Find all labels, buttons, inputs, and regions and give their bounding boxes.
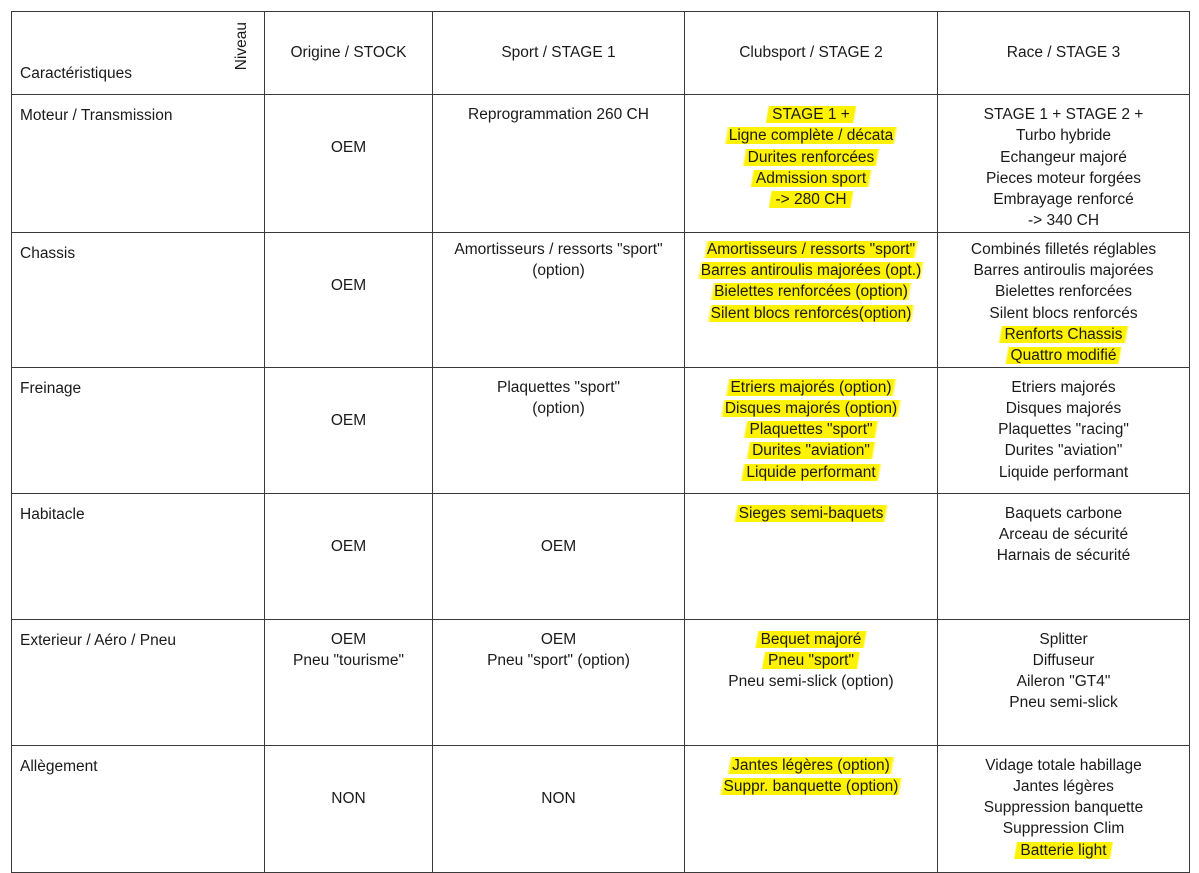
cell-line	[938, 650, 1189, 671]
cell-stock	[265, 745, 433, 872]
cell-line	[938, 398, 1189, 419]
highlighted-text: Sieges semi-baquets	[733, 505, 890, 522]
cell-text: Jantes légères	[1013, 777, 1114, 795]
highlighted-text: Renforts Chassis	[998, 326, 1128, 343]
cell-text: Vidage totale habillage	[985, 756, 1142, 774]
cell-line	[685, 776, 937, 797]
cell-line	[938, 189, 1189, 210]
cell-text: Suppression Clim	[1002, 820, 1125, 838]
cell-line	[685, 419, 937, 440]
row-label: Chassis	[12, 232, 265, 367]
cell-line	[685, 147, 937, 168]
cell-text: Embrayage renforcé	[993, 191, 1134, 209]
highlighted-text: Durites renforcées	[742, 149, 881, 166]
cell-stage3	[938, 745, 1190, 872]
cell-stage2	[685, 493, 938, 619]
cell-text: Liquide performant	[998, 463, 1129, 481]
cell-text: Pneu "tourisme"	[293, 651, 404, 669]
cell-text: Suppression banquette	[983, 799, 1144, 817]
cell-text: Silent blocs renforcés	[989, 304, 1138, 322]
table-body	[12, 95, 1190, 873]
cell-stage2	[685, 619, 938, 745]
cell-line	[938, 419, 1189, 440]
cell-stage3	[938, 619, 1190, 745]
table-row	[12, 95, 1190, 233]
highlighted-text: Pneu "sport"	[762, 652, 860, 669]
header-corner-cell	[12, 12, 265, 95]
table-row	[12, 745, 1190, 872]
cell-line	[938, 125, 1189, 146]
table-row	[12, 232, 1190, 367]
cell-line	[938, 104, 1189, 125]
cell-line	[685, 239, 937, 260]
cell-stock	[265, 95, 433, 233]
highlighted-text: Bequet majoré	[755, 631, 868, 648]
cell-line	[938, 147, 1189, 168]
highlighted-text: -> 280 CH	[769, 191, 852, 208]
cell-text: STAGE 1 + STAGE 2 +	[983, 106, 1144, 123]
cell-line	[265, 275, 432, 296]
highlighted-text: STAGE 1 +	[766, 106, 856, 123]
cell-stock	[265, 493, 433, 619]
column-header-stock: Origine / STOCK	[265, 12, 433, 95]
cell-line	[685, 189, 937, 210]
cell-text: -> 340 CH	[1027, 212, 1100, 230]
cell-line	[685, 104, 937, 125]
cell-text: Arceau de sécurité	[998, 525, 1129, 543]
cell-text: Plaquettes "racing"	[998, 421, 1129, 439]
cell-line	[433, 536, 684, 557]
cell-line	[938, 545, 1189, 566]
cell-line	[265, 629, 432, 650]
cell-line	[938, 840, 1189, 861]
cell-line	[685, 125, 937, 146]
highlighted-text: Admission sport	[750, 170, 872, 187]
column-header-stage1: Sport / STAGE 1	[433, 12, 685, 95]
cell-stage1	[433, 745, 685, 872]
cell-text: OEM	[330, 630, 367, 648]
highlighted-text: Plaquettes "sport"	[743, 421, 878, 438]
cell-stage3	[938, 95, 1190, 233]
cell-text: Pieces moteur forgées	[985, 169, 1142, 187]
row-label: Moteur / Transmission	[12, 95, 265, 233]
cell-line	[685, 377, 937, 398]
cell-stage1	[433, 493, 685, 619]
cell-line	[938, 210, 1189, 231]
cell-line	[938, 818, 1189, 839]
row-label: Freinage	[12, 367, 265, 493]
cell-text: Diffuseur	[1032, 651, 1095, 669]
highlighted-text: Amortisseurs / ressorts "sport"	[701, 241, 921, 258]
cell-text: Baquets carbone	[1004, 504, 1123, 522]
highlighted-text: Liquide performant	[740, 464, 881, 481]
cell-line	[938, 281, 1189, 302]
cell-text: Amortisseurs / ressorts "sport"	[454, 240, 663, 258]
cell-line	[685, 629, 937, 650]
cell-text: (option)	[532, 399, 585, 417]
cell-line	[265, 788, 432, 809]
cell-line	[938, 629, 1189, 650]
comparison-table	[11, 11, 1190, 873]
table-row	[12, 493, 1190, 619]
cell-text: Pneu "sport" (option)	[487, 651, 630, 669]
cell-line	[433, 104, 684, 125]
cell-line	[938, 755, 1189, 776]
cell-stage2	[685, 745, 938, 872]
cell-line	[938, 462, 1189, 483]
characteristics-header-label: Caractéristiques	[20, 64, 132, 82]
cell-stage3	[938, 493, 1190, 619]
cell-line	[938, 168, 1189, 189]
cell-line	[265, 650, 432, 671]
cell-text: Harnais de sécurité	[996, 547, 1131, 565]
cell-stock	[265, 367, 433, 493]
header-row	[12, 12, 1190, 95]
cell-stock	[265, 232, 433, 367]
cell-text: Reprogrammation 260 CH	[468, 106, 649, 123]
cell-line	[938, 776, 1189, 797]
cell-text: Pneu semi-slick (option)	[728, 673, 894, 691]
cell-text: OEM	[330, 276, 367, 294]
cell-line	[938, 377, 1189, 398]
cell-line	[938, 260, 1189, 281]
row-label: Allègement	[12, 745, 265, 872]
cell-text: Aileron "GT4"	[1016, 673, 1111, 691]
cell-line	[685, 281, 937, 302]
cell-line	[938, 671, 1189, 692]
cell-line	[265, 536, 432, 557]
cell-line	[685, 303, 937, 324]
row-label: Exterieur / Aéro / Pneu	[12, 619, 265, 745]
cell-line	[938, 692, 1189, 713]
highlighted-text: Durites "aviation"	[746, 442, 876, 459]
cell-stock	[265, 619, 433, 745]
cell-text: OEM	[540, 537, 577, 555]
cell-text: Combinés filletés réglables	[970, 240, 1157, 258]
highlighted-text: Ligne complète / décata	[723, 127, 900, 144]
cell-line	[685, 671, 937, 692]
highlighted-text: Bielettes renforcées (option)	[708, 283, 914, 300]
cell-line	[685, 168, 937, 189]
highlighted-text: Jantes légères (option)	[726, 757, 896, 774]
cell-line	[938, 440, 1189, 461]
cell-line	[433, 650, 684, 671]
cell-text: Etriers majorés	[1011, 378, 1116, 396]
cell-line	[685, 260, 937, 281]
column-header-stage2: Clubsport / STAGE 2	[685, 12, 938, 95]
cell-text: Barres antiroulis majorées	[973, 262, 1154, 280]
cell-text: Bielettes renforcées	[995, 283, 1132, 301]
cell-stage1	[433, 232, 685, 367]
highlighted-text: Suppr. banquette (option)	[718, 778, 905, 795]
cell-line	[433, 629, 684, 650]
cell-line	[938, 524, 1189, 545]
cell-stage2	[685, 367, 938, 493]
cell-text: OEM	[330, 139, 367, 156]
cell-line	[685, 398, 937, 419]
cell-stage2	[685, 232, 938, 367]
cell-text: OEM	[540, 630, 577, 648]
cell-stage3	[938, 232, 1190, 367]
cell-stage1	[433, 619, 685, 745]
cell-text: OEM	[330, 537, 367, 555]
cell-text: Turbo hybride	[1015, 127, 1112, 145]
cell-line	[938, 303, 1189, 324]
cell-stage3	[938, 367, 1190, 493]
cell-text: Plaquettes "sport"	[496, 378, 621, 396]
highlighted-text: Etriers majorés (option)	[724, 379, 897, 396]
highlighted-text: Disques majorés (option)	[719, 400, 903, 417]
cell-line	[938, 797, 1189, 818]
cell-line	[433, 398, 684, 419]
cell-stage2	[685, 95, 938, 233]
cell-text: Pneu semi-slick	[1009, 694, 1118, 712]
cell-line	[685, 650, 937, 671]
cell-line	[938, 503, 1189, 524]
cell-text: Disques majorés	[1005, 399, 1122, 417]
highlighted-text: Barres antiroulis majorées (opt.)	[695, 262, 928, 279]
level-header-label: Niveau	[232, 22, 250, 71]
cell-line	[265, 410, 432, 431]
cell-text: NON	[541, 789, 576, 807]
cell-line	[685, 503, 937, 524]
row-label: Habitacle	[12, 493, 265, 619]
cell-line	[685, 440, 937, 461]
cell-stage1	[433, 367, 685, 493]
cell-line	[938, 345, 1189, 366]
highlighted-text: Silent blocs renforcés(option)	[705, 305, 918, 322]
cell-line	[265, 137, 432, 158]
cell-text: Echangeur majoré	[1000, 148, 1127, 166]
cell-line	[938, 239, 1189, 260]
cell-line	[685, 462, 937, 483]
table-row	[12, 619, 1190, 745]
cell-line	[433, 377, 684, 398]
highlighted-text: Batterie light	[1014, 842, 1112, 859]
table-row	[12, 367, 1190, 493]
cell-text: (option)	[532, 262, 585, 280]
cell-line	[938, 324, 1189, 345]
cell-line	[433, 788, 684, 809]
column-header-stage3: Race / STAGE 3	[938, 12, 1190, 95]
cell-line	[433, 239, 684, 260]
cell-line	[433, 260, 684, 281]
cell-line	[685, 755, 937, 776]
cell-text: Durites "aviation"	[1004, 442, 1123, 460]
cell-stage1	[433, 95, 685, 233]
cell-text: OEM	[330, 411, 367, 429]
cell-text: NON	[331, 789, 366, 807]
highlighted-text: Quattro modifié	[1005, 347, 1123, 364]
cell-text: Splitter	[1039, 630, 1088, 648]
